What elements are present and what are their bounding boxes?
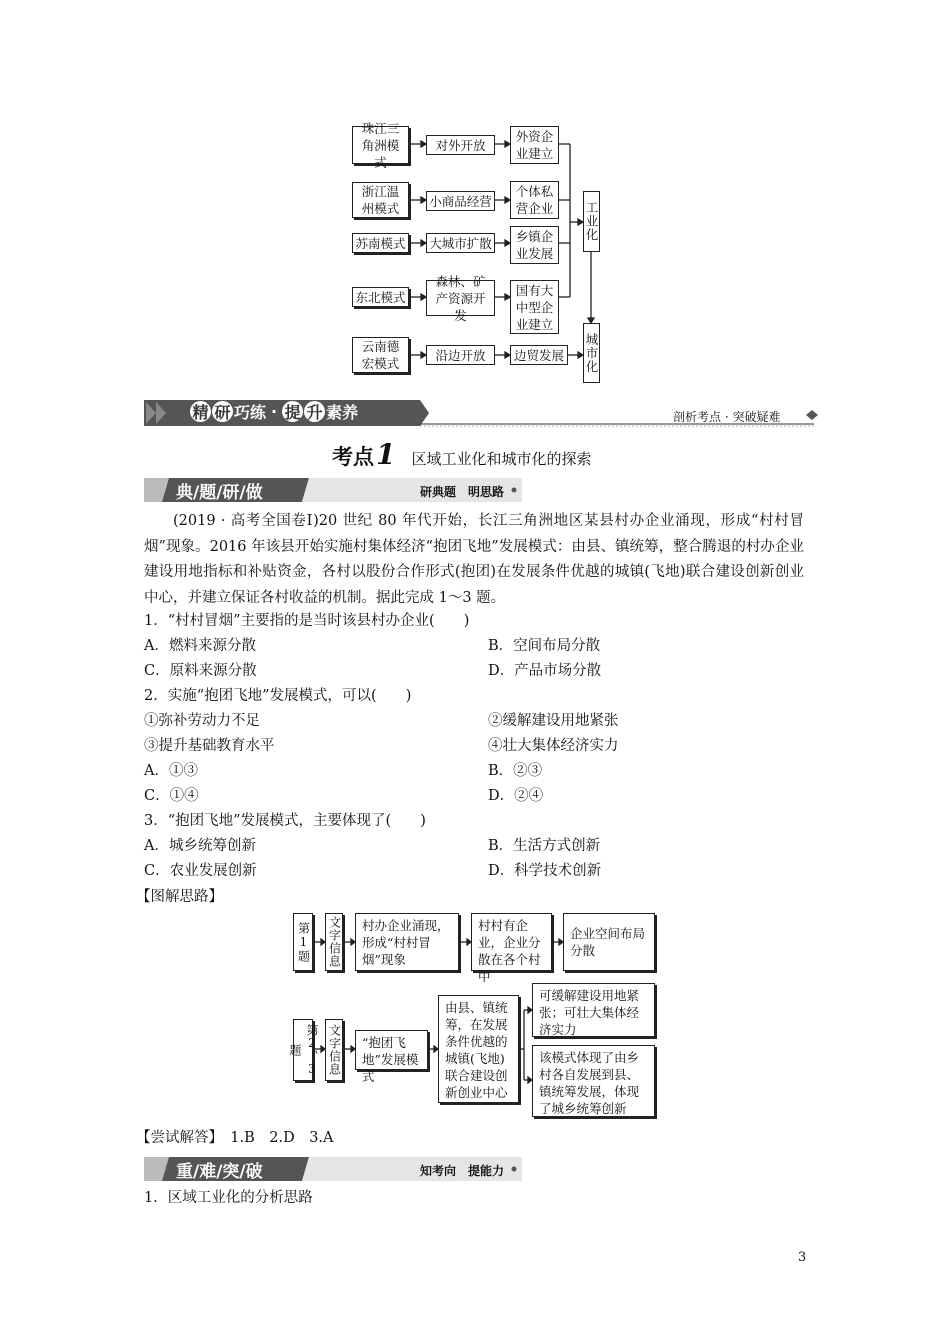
q1-step1: 村办企业涌现，形成“村村冒烟”现象 [355, 913, 459, 971]
q2-statement-1: ①弥补劳动力不足 [144, 713, 260, 729]
mode-label: 苏南模式 [355, 235, 406, 251]
q1-label-box [293, 913, 313, 971]
section-dianti-title: 典/题/研/做 [176, 483, 263, 503]
q2-option-b: B．②③ [488, 763, 543, 779]
q1-info-box [325, 913, 343, 971]
kaodian-label: 考点 [332, 445, 374, 469]
section-dianti-tag: 研典题 明思路 [420, 485, 505, 499]
q1-step3: 企业空间布局分散 [563, 913, 655, 971]
q1-info-label: 文字信息 [327, 916, 342, 968]
kaodian-number: 1 [376, 438, 396, 471]
result-label: 个体私营企业 [515, 184, 554, 216]
banner-char-1: 精 [190, 401, 211, 422]
q2-statement-2: ②缓解建设用地紧张 [488, 713, 619, 729]
q23-label-box [288, 1019, 319, 1081]
q2-statement-4: ④壮大集体经济实力 [488, 738, 619, 754]
section-zhongnan-tag: 知考向 提能力 [420, 1164, 505, 1178]
q3-option-a: A．城乡统筹创新 [144, 838, 256, 854]
q23-label: 第2、3题 [288, 1024, 319, 1076]
measure-label: 沿边开放 [435, 347, 486, 363]
banner-char-4: 提 [282, 401, 303, 422]
q3-stem: 3．“抱团飞地”发展模式，主要体现了( ) [144, 813, 426, 829]
q2-option-c: C．①④ [144, 788, 199, 804]
q2-option-a: A．①③ [144, 763, 198, 779]
q1-label: 第1题 [296, 921, 311, 963]
measure-label: 小商品经营 [429, 193, 492, 209]
q23-info-box [325, 1019, 343, 1081]
banner-char-5: 升 [304, 401, 325, 422]
section-zhongnan-title: 重/难/突/破 [176, 1162, 263, 1182]
q23-step1: “抱团飞地”发展模式 [355, 1030, 428, 1070]
industrialization-label: 工业化 [584, 201, 599, 242]
result-label: 外资企业建立 [515, 129, 554, 161]
q2-statement-3: ③提升基础教育水平 [144, 738, 275, 754]
mode-label: 东北模式 [355, 289, 406, 305]
mode-label: 云南德宏模式 [361, 339, 400, 371]
banner-subtitle: 剖析考点 · 突破疑难 [673, 410, 781, 424]
banner-dot: · [271, 401, 278, 421]
result-label: 边贸发展 [513, 347, 564, 363]
question-passage: (2019 · 高考全国卷Ⅰ)20 世纪 80 年代开始，长江三角洲地区某县村办企业涌现，形成“村村冒烟”现象。2016 年该县开始实施村集体经济“抱团飞地”发展模式：由县、镇统筹，整合腾退的村办企业建设用地指标和补贴资金，各村以股份合作形式(抱团)在发展条件优越的城镇(飞地)联合建设创新创业中心，并建立保证各村收益的机制。据此完成 1～3 题。 [144, 513, 804, 606]
q23-step2: 由县、镇统筹，在发展条件优越的城镇(飞地)联合建设创新创业中心 [438, 995, 519, 1103]
q23-step4: 该模式体现了由乡村各自发展到县、镇统筹发展，体现了城乡统筹创新 [532, 1045, 655, 1117]
measure-label: 大城市扩散 [429, 235, 492, 251]
q3-option-d: D．科学技术创新 [488, 863, 602, 879]
page-number: 3 [798, 1250, 807, 1265]
item-1-heading: 1．区域工业化的分析思路 [144, 1190, 313, 1206]
banner-char-6: 素养 [326, 402, 359, 422]
q23-info-label: 文字信息 [327, 1024, 342, 1076]
tujie-label: 【图解思路】 [136, 889, 223, 905]
q23-step3: 可缓解建设用地紧张；可壮大集体经济实力 [532, 983, 655, 1037]
kaodian-title: 区域工业化和城市化的探索 [411, 450, 592, 468]
banner-char-3: 巧练 [234, 402, 267, 422]
banner-char-2: 研 [212, 401, 233, 422]
answer-line: 【尝试解答】 1.B 2.D 3.A [136, 1130, 334, 1146]
q1-option-d: D．产品市场分散 [488, 663, 602, 679]
result-label: 乡镇企业发展 [515, 229, 554, 261]
q1-option-a: A．燃料来源分散 [144, 638, 256, 654]
q3-option-c: C．农业发展创新 [144, 863, 257, 879]
measure-label: 对外开放 [435, 137, 486, 153]
q1-option-b: B．空间布局分散 [488, 638, 601, 654]
q1-option-c: C．原料来源分散 [144, 663, 257, 679]
q3-option-b: B．生活方式创新 [488, 838, 601, 854]
measure-label: 森林、矿产资源开发 [435, 273, 486, 323]
mode-label: 浙江温州模式 [361, 184, 400, 216]
q2-stem: 2．实施“抱团飞地”发展模式，可以( ) [144, 688, 412, 704]
q1-stem: 1．“村村冒烟”主要指的是当时该县村办企业( ) [144, 613, 470, 629]
mode-label: 珠江三角洲模式 [361, 120, 400, 170]
urbanization-label: 城市化 [584, 332, 599, 374]
q2-option-d: D．②④ [488, 788, 544, 804]
result-label: 国有大中型企业建立 [515, 282, 554, 332]
q1-step2: 村村有企业，企业分散在各个村中 [471, 913, 552, 971]
